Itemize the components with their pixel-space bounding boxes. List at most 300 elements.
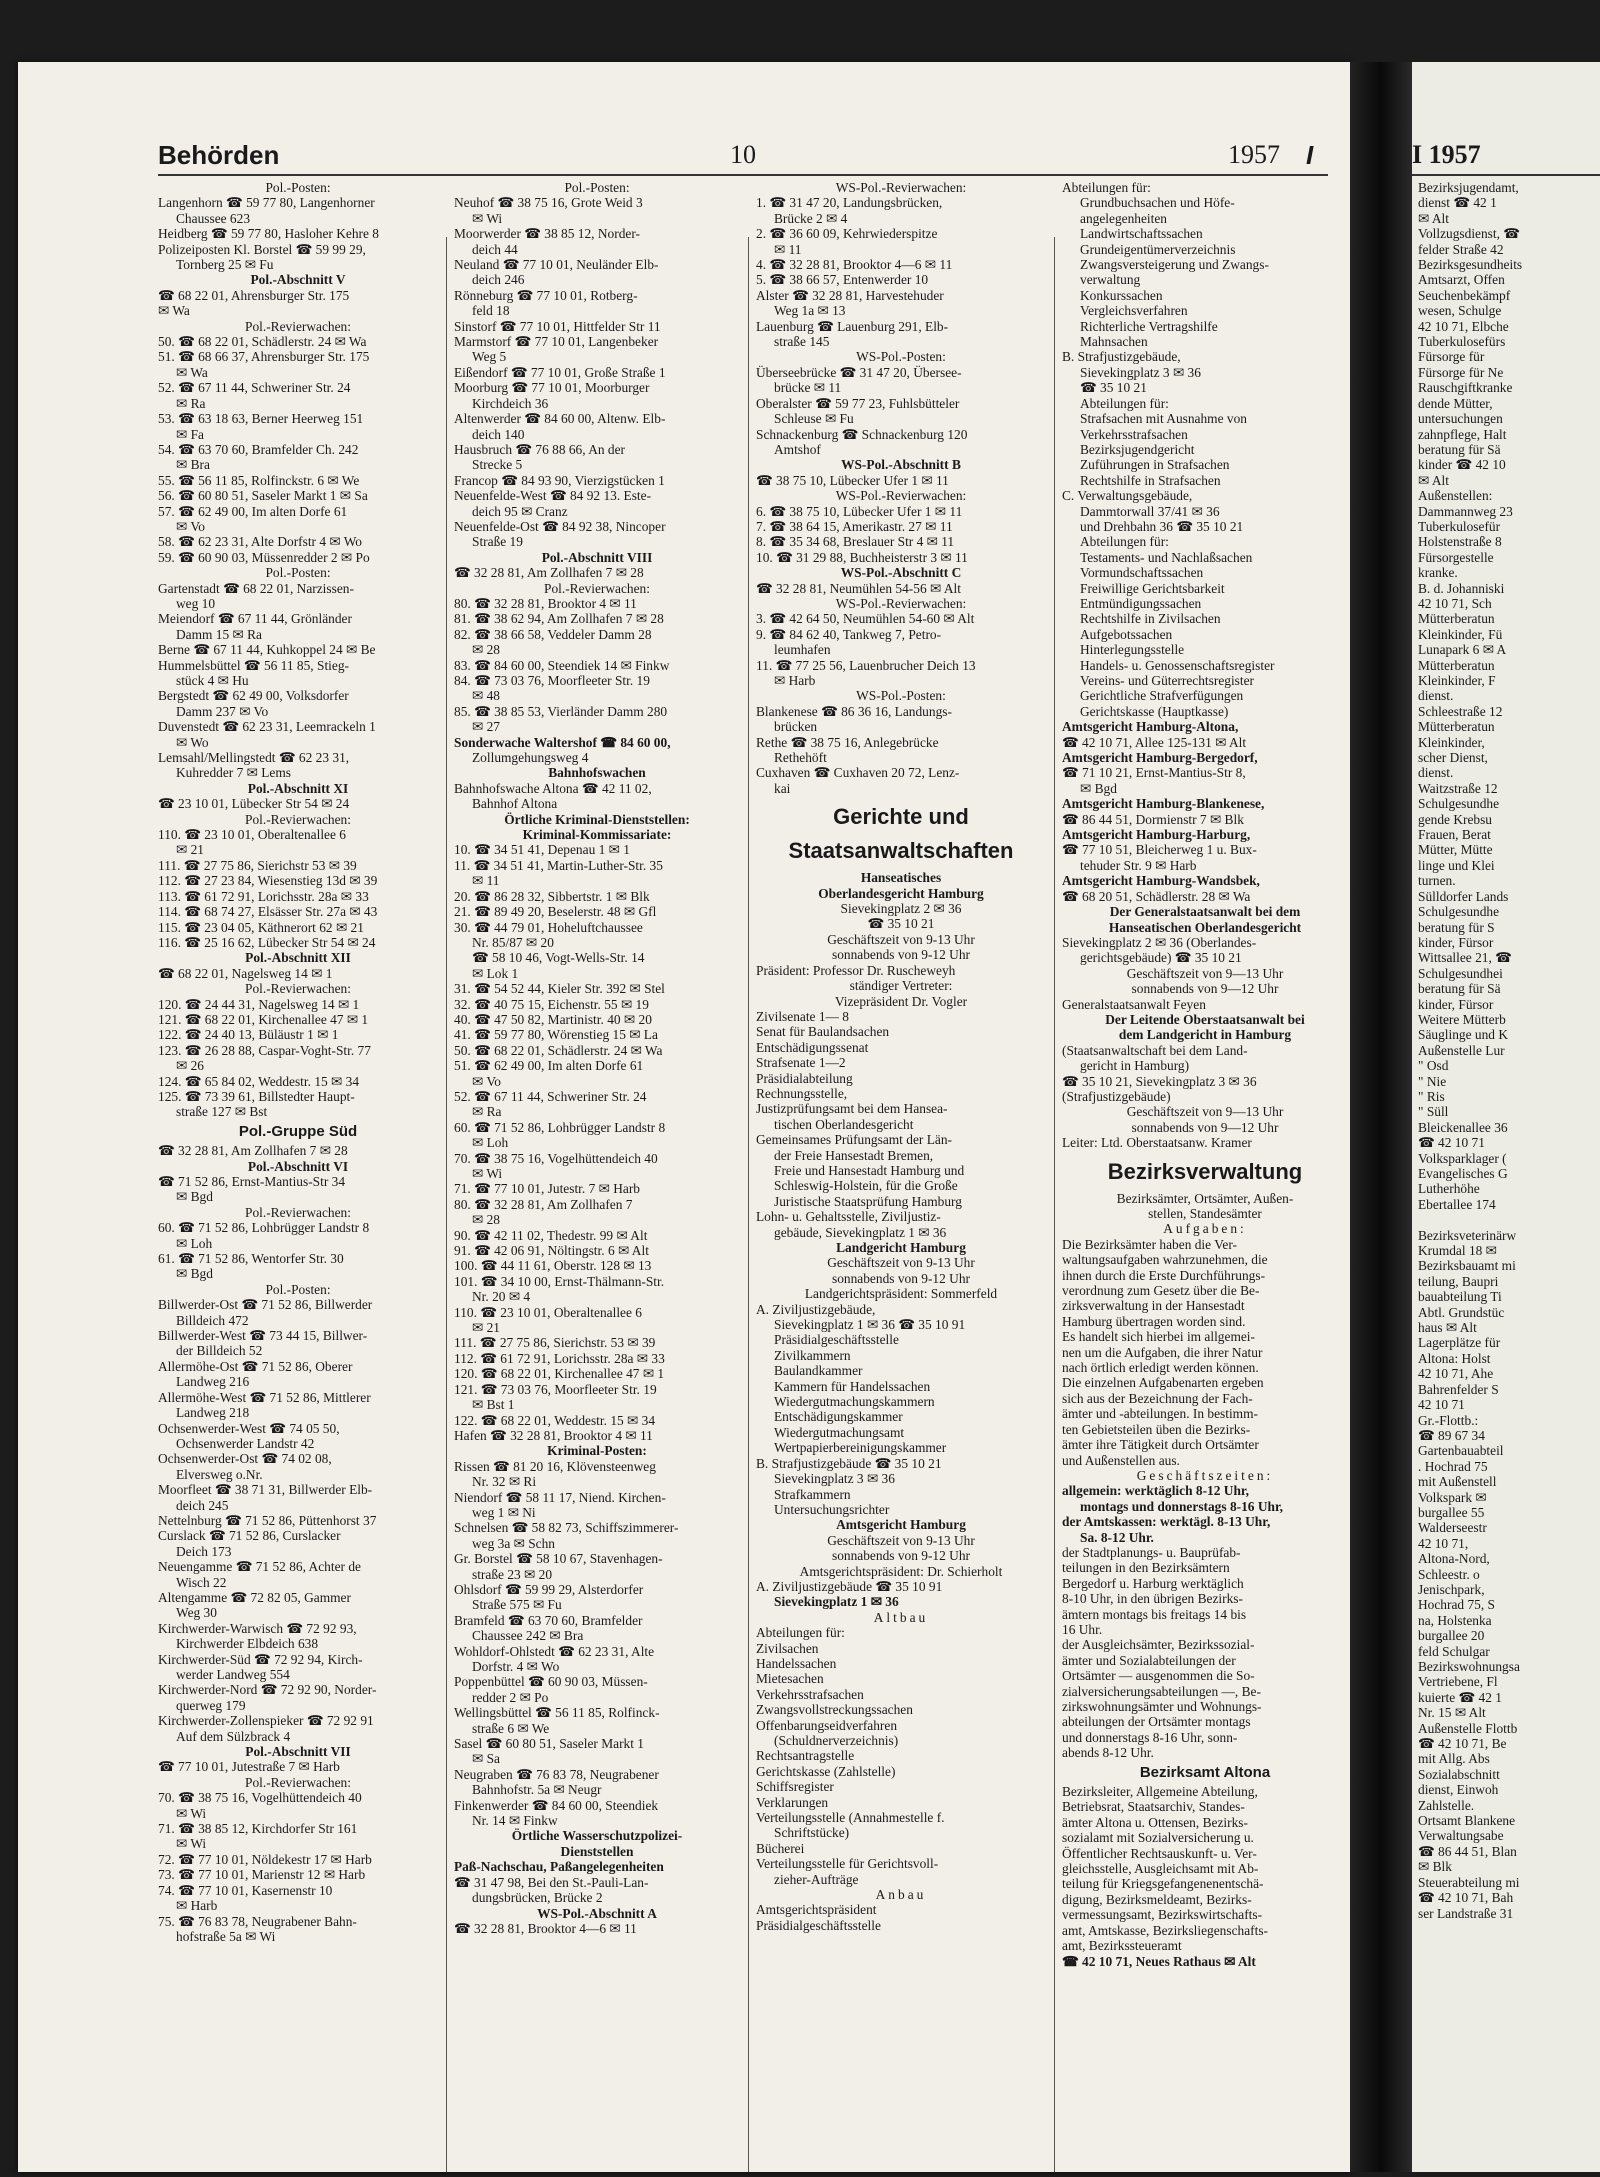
- directory-entry: Grundeigentümerverzeichnis: [1080, 241, 1236, 257]
- directory-entry: allgemein: werktäglich 8-12 Uhr,: [1062, 1483, 1249, 1499]
- directory-entry: Geschäftszeit von 9-13 Uhr: [827, 931, 975, 947]
- directory-entry: 123. ☎ 26 28 88, Caspar-Voght-Str. 77: [158, 1042, 371, 1058]
- directory-entry: weg 10: [176, 595, 216, 611]
- directory-entry: Rissen ☎ 81 20 16, Klövensteenweg: [454, 1458, 656, 1474]
- directory-entry: 50. ☎ 68 22 01, Schädlerstr. 24 ✉ Wa: [454, 1042, 663, 1058]
- directory-entry: C. Verwaltungsgebäude,: [1062, 488, 1193, 504]
- directory-entry: Eißendorf ☎ 77 10 01, Große Straße 1: [454, 364, 666, 380]
- directory-entry: Pol.-Abschnitt VII: [245, 1744, 351, 1760]
- directory-entry: ihnen durch die Erste Durchführungs-: [1062, 1267, 1266, 1283]
- directory-entry: Landweg 216: [176, 1374, 250, 1390]
- directory-entry: mit Allg. Abs: [1418, 1751, 1490, 1767]
- directory-entry: Kleinkinder, F: [1418, 673, 1496, 688]
- directory-entry: Außenstellen:: [1418, 488, 1493, 504]
- directory-entry: Pol.-Posten:: [564, 180, 630, 195]
- directory-entry: WS-Pol.-Revierwachen:: [835, 488, 967, 504]
- directory-entry: 125. ☎ 73 39 61, Billstedter Haupt-: [158, 1088, 355, 1104]
- directory-entry: ✉ Bgd: [176, 1189, 213, 1205]
- directory-entry: Abteilungen für:: [1062, 180, 1151, 195]
- directory-entry: Bezirksgesundheits: [1418, 257, 1523, 273]
- directory-entry: 85. ☎ 38 85 53, Vierländer Damm 280: [454, 703, 668, 719]
- directory-entry: Örtliche Wasserschutzpolizei-: [511, 1828, 683, 1844]
- directory-entry: der Freie Hansestadt Bremen,: [774, 1147, 934, 1163]
- directory-entry: ten Gebietsteilen üben die Bezirks-: [1062, 1421, 1251, 1437]
- directory-entry: Leiter: Ltd. Oberstaatsanw. Kramer: [1062, 1135, 1252, 1151]
- directory-entry: 42 10 71, Ahe: [1418, 1366, 1494, 1382]
- directory-entry: Moorwerder ☎ 38 85 12, Norder-: [454, 226, 640, 242]
- directory-entry: bauabteilung Ti: [1418, 1289, 1502, 1305]
- directory-entry: Duvenstedt ☎ 62 23 31, Leemrackeln 1: [158, 719, 376, 735]
- directory-entry: Entschädigungssenat: [756, 1039, 869, 1055]
- directory-entry: der Amtskassen: werktägl. 8-13 Uhr,: [1062, 1514, 1271, 1530]
- directory-entry: teilungen in den Bezirksämtern: [1062, 1560, 1230, 1576]
- directory-entry: zieher-Aufträge: [774, 1871, 859, 1887]
- directory-entry: Amtsgericht Hamburg-Altona,: [1062, 719, 1239, 735]
- directory-entry: Bezirksamt Altona: [1139, 1764, 1271, 1781]
- directory-entry: Grundbuchsachen und Höfe-: [1080, 195, 1235, 211]
- directory-entry: . Hochrad 75: [1418, 1458, 1488, 1474]
- directory-entry: amt, Bezirkssteueramt: [1062, 1938, 1182, 1954]
- directory-entry: ständiger Vertreter:: [849, 978, 953, 994]
- directory-entry: ✉ Bra: [176, 457, 210, 473]
- directory-entry: 42 10 71: [1418, 1397, 1465, 1413]
- directory-entry: nach örtlich erledigt werden können.: [1062, 1360, 1259, 1376]
- directory-entry: 2. ☎ 36 60 09, Kehrwiederspitze: [756, 226, 938, 242]
- directory-entry: und donnerstags 8-16 Uhr, sonn-: [1062, 1729, 1238, 1745]
- directory-entry: [1418, 1212, 1600, 1227]
- directory-entry: Strafsachen mit Ausnahme von: [1080, 411, 1247, 427]
- directory-entry: 60. ☎ 71 52 86, Lohbrügger Landstr 8: [454, 1119, 666, 1135]
- directory-entry: 61. ☎ 71 52 86, Wentorfer Str. 30: [158, 1251, 344, 1267]
- directory-entry: Bahnhof Altona: [472, 796, 558, 812]
- directory-entry: Sievekingplatz 1 ✉ 36 ☎ 35 10 91: [774, 1317, 966, 1333]
- directory-entry: Bahrenfelder S: [1418, 1381, 1499, 1397]
- directory-entry: 112. ☎ 61 72 91, Lorichsstr. 28a ✉ 33: [454, 1350, 665, 1366]
- directory-entry: Marmstorf ☎ 77 10 01, Langenbeker: [454, 334, 659, 350]
- directory-entry: Neuengamme ☎ 71 52 86, Achter de: [158, 1559, 361, 1575]
- directory-entry: Dammannweg 23: [1418, 503, 1513, 519]
- directory-entry: Volksparklager (: [1418, 1150, 1507, 1166]
- directory-entry: Tuberkulosefürs: [1418, 334, 1506, 350]
- directory-entry: Betriebsrat, Staatsarchiv, Standes-: [1062, 1799, 1245, 1815]
- directory-entry: Allermöhe-Ost ☎ 71 52 86, Oberer: [158, 1358, 353, 1374]
- directory-entry: Bahnhofstr. 5a ✉ Neugr: [472, 1782, 602, 1798]
- directory-entry: 115. ☎ 23 04 05, Käthnerort 62 ✉ 21: [158, 919, 364, 935]
- directory-entry: ✉ Loh: [472, 1135, 509, 1151]
- directory-entry: Altbau: [873, 1609, 929, 1625]
- directory-entry: Heidberg ☎ 59 77 80, Hasloher Kehre 8: [158, 226, 379, 242]
- directory-entry: Ortsämter — ausgenommen die So-: [1062, 1668, 1255, 1684]
- directory-entry: sozialamt mit Sozialversicherung u.: [1062, 1830, 1254, 1846]
- directory-entry: Tuberkulosefür: [1418, 518, 1501, 534]
- directory-entry: na, Holstenka: [1418, 1612, 1492, 1628]
- directory-entry: Schleuse ✉ Fu: [774, 411, 854, 427]
- directory-entry: Dienststellen: [560, 1843, 634, 1859]
- directory-entry: Sievekingplatz 3 ✉ 36: [774, 1471, 895, 1487]
- directory-entry: Schleswig-Holstein, für die Große: [774, 1178, 958, 1194]
- directory-entry: Außenstelle Lur: [1418, 1042, 1505, 1058]
- directory-entry: kinder ☎ 42 10: [1418, 457, 1506, 473]
- directory-entry: Lunapark 6 ✉ A: [1418, 642, 1507, 658]
- directory-entry: Mütter, Mütte: [1418, 842, 1493, 858]
- directory-entry: Gerichtskasse (Hauptkasse): [1080, 703, 1229, 719]
- directory-entry: 31. ☎ 54 52 44, Kieler Str. 392 ✉ Stel: [454, 981, 665, 997]
- directory-entry: 113. ☎ 61 72 91, Lorichsstr. 28a ✉ 33: [158, 888, 369, 904]
- directory-entry: 3. ☎ 42 64 50, Neumühlen 54-60 ✉ Alt: [756, 611, 975, 627]
- directory-entry: Chaussee 242 ✉ Bra: [472, 1628, 584, 1644]
- directory-entry: ✉ 11: [472, 873, 500, 889]
- directory-entry: 71. ☎ 77 10 01, Jutestr. 7 ✉ Harb: [454, 1181, 640, 1197]
- directory-entry: 60. ☎ 71 52 86, Lohbrügger Landstr 8: [158, 1220, 370, 1236]
- directory-entry: 74. ☎ 77 10 01, Kasernenstr 10: [158, 1882, 333, 1898]
- directory-entry: 9. ☎ 84 62 40, Tankweg 7, Petro-: [756, 626, 942, 642]
- directory-entry: nen um die Aufgaben, die ihrer Natur: [1062, 1344, 1263, 1360]
- directory-entry: Abteilungen für:: [756, 1625, 845, 1641]
- directory-entry: 20. ☎ 86 28 32, Sibbertstr. 1 ✉ Blk: [454, 888, 650, 904]
- directory-entry: ☎ 38 75 10, Lübecker Ufer 1 ✉ 11: [756, 472, 949, 488]
- directory-entry: Damm 237 ✉ Vo: [176, 703, 269, 719]
- directory-entry: burgallee 55: [1418, 1504, 1485, 1520]
- directory-entry: feld 18: [472, 303, 510, 319]
- directory-entry: Örtliche Kriminal-Dienststellen:: [504, 811, 690, 827]
- directory-entry: Langenhorn ☎ 59 77 80, Langenhorner: [158, 195, 375, 211]
- directory-entry: scher Dienst,: [1418, 750, 1488, 766]
- directory-entry: Mütterberatun: [1418, 611, 1495, 627]
- directory-entry: 41. ☎ 59 77 80, Wörenstieg 15 ✉ La: [454, 1027, 658, 1043]
- column-divider: [446, 237, 447, 2172]
- directory-entry: Niendorf ☎ 58 11 17, Niend. Kirchen-: [454, 1489, 666, 1505]
- column-divider: [748, 237, 749, 2172]
- directory-entry: Mütterberatun: [1418, 657, 1495, 673]
- directory-entry: montags und donnerstags 8-16 Uhr,: [1080, 1498, 1284, 1514]
- directory-entry: Strafsenate 1—2: [756, 1055, 846, 1071]
- directory-page: [18, 62, 1350, 2172]
- directory-entry: deich 95 ✉ Cranz: [472, 503, 568, 519]
- directory-entry: Kriminal-Kommissariate:: [522, 827, 672, 843]
- directory-entry: Hafen ☎ 32 28 81, Brooktor 4 ✉ 11: [454, 1427, 653, 1443]
- directory-entry: 112. ☎ 27 23 84, Wiesenstieg 13d ✉ 39: [158, 873, 378, 889]
- directory-entry: ✉ Ra: [472, 1104, 502, 1120]
- directory-entry: 30. ☎ 44 79 01, Hoheluftchaussee: [454, 919, 643, 935]
- directory-entry: Chaussee 623: [176, 210, 251, 226]
- directory-entry: Bergstedt ☎ 62 49 00, Volksdorfer: [158, 688, 349, 704]
- directory-entry: Verteilungsstelle (Annahmestelle f.: [756, 1810, 945, 1826]
- directory-entry: Generalstaatsanwalt Feyen: [1062, 996, 1206, 1012]
- directory-entry: B. Strafjustizgebäude,: [1062, 349, 1181, 365]
- column-divider: [1054, 237, 1055, 2172]
- directory-entry: 52. ☎ 67 11 44, Schweriner Str. 24: [158, 380, 351, 396]
- directory-entry: Bezirksveterinärw: [1418, 1227, 1517, 1243]
- directory-entry: sonnabends von 9-12 Uhr: [832, 1270, 970, 1286]
- directory-entry: Wisch 22: [176, 1574, 227, 1590]
- directory-entry: Tornberg 25 ✉ Fu: [176, 257, 274, 273]
- directory-entry: ✉ Ra: [176, 395, 206, 411]
- directory-entry: Bahnhofswachen: [548, 765, 646, 781]
- directory-entry: Fürsorge für: [1418, 349, 1485, 365]
- directory-entry: Zahlstelle.: [1418, 1797, 1475, 1813]
- directory-entry: Lagerplätze für: [1418, 1335, 1501, 1351]
- directory-entry: " Süll: [1418, 1104, 1449, 1120]
- directory-entry: Bergedorf u. Harburg werktäglich: [1062, 1575, 1244, 1591]
- column-police-south: [454, 180, 740, 2172]
- directory-entry: ☎ 86 44 51, Blan: [1418, 1843, 1517, 1859]
- directory-entry: Dammtorwall 37/41 ✉ 36: [1080, 503, 1220, 519]
- directory-entry: (Schuldnerverzeichnis): [774, 1733, 899, 1748]
- directory-entry: Geschäftszeit von 9-13 Uhr: [827, 1532, 975, 1548]
- directory-entry: Bezirksbauamt mi: [1418, 1258, 1516, 1274]
- directory-entry: stück 4 ✉ Hu: [176, 673, 249, 688]
- directory-entry: Schulgesundhe: [1418, 796, 1500, 812]
- directory-entry: deich 140: [472, 426, 525, 442]
- directory-entry: dienst.: [1418, 688, 1454, 704]
- directory-entry: ✉ Wa: [176, 364, 208, 380]
- directory-entry: Testaments- und Nachlaßsachen: [1080, 549, 1253, 565]
- directory-entry: ☎ 71 10 21, Ernst-Mantius-Str 8,: [1062, 765, 1246, 781]
- directory-entry: 90. ☎ 42 11 02, Thedestr. 99 ✉ Alt: [454, 1227, 648, 1243]
- directory-entry: Kirchwerder-Warwisch ☎ 72 92 93,: [158, 1620, 357, 1636]
- directory-entry: 121. ☎ 73 03 76, Moorfleeter Str. 19: [454, 1381, 657, 1397]
- directory-entry: Straße 19: [472, 534, 523, 550]
- directory-entry: Billdeich 472: [176, 1312, 249, 1328]
- directory-entry: Vertriebene, Fl: [1418, 1674, 1498, 1690]
- directory-entry: 111. ☎ 27 75 86, Sierichstr. 53 ✉ 39: [454, 1335, 656, 1351]
- header-rule: [158, 174, 1328, 176]
- directory-entry: ✉ Harb: [176, 1898, 218, 1914]
- directory-entry: zahnpflege, Halt: [1418, 426, 1507, 442]
- directory-entry: Walderseestr: [1418, 1520, 1487, 1536]
- directory-entry: Pol.-Revierwachen:: [245, 981, 351, 997]
- directory-entry: ☎ 35 10 21, Sievekingplatz 3 ✉ 36: [1062, 1073, 1257, 1089]
- section-header: Behörden: [158, 140, 280, 170]
- directory-entry: ☎ 35 10 21: [867, 916, 935, 932]
- directory-entry: ☎ 68 20 51, Schädlerstr. 28 ✉ Wa: [1062, 888, 1251, 904]
- directory-entry: 51. ☎ 62 49 00, Im alten Dorfe 61: [454, 1058, 644, 1074]
- directory-entry: Bahnhofswache Altona ☎ 42 11 02,: [454, 780, 652, 796]
- directory-entry: straße 145: [774, 334, 830, 350]
- directory-entry: Rethe ☎ 38 75 16, Anlegebrücke: [756, 734, 939, 750]
- directory-entry: 1. ☎ 31 47 20, Landungsbrücken,: [756, 195, 943, 211]
- directory-entry: Pol.-Posten:: [265, 1281, 331, 1297]
- directory-entry: Schnelsen ☎ 58 82 73, Schiffszimmerer-: [454, 1520, 679, 1536]
- directory-entry: 114. ☎ 68 74 27, Elsässer Str. 27a ✉ 43: [158, 904, 378, 920]
- directory-entry: Brücke 2 ✉ 4: [774, 210, 848, 226]
- directory-entry: Sinstorf ☎ 77 10 01, Hittfelder Str 11: [454, 318, 661, 334]
- directory-entry: (Staatsanwaltschaft bei dem Land-: [1062, 1042, 1248, 1058]
- directory-entry: Neuland ☎ 77 10 01, Neuländer Elb-: [454, 257, 659, 273]
- directory-entry: wesen, Schulge: [1418, 303, 1502, 319]
- directory-entry: Zwangsversteigerung und Zwangs-: [1080, 257, 1269, 273]
- directory-entry: Nr. 14 ✉ Finkw: [472, 1813, 558, 1829]
- directory-entry: Pol.-Abschnitt XII: [245, 950, 351, 966]
- directory-entry: 80. ☎ 32 28 81, Brooktor 4 ✉ 11: [454, 595, 637, 611]
- directory-entry: waltungsaufgaben wahrzunehmen, die: [1062, 1252, 1268, 1268]
- directory-entry: Sievekingplatz 2 ✉ 36 (Oberlandes-: [1062, 934, 1257, 950]
- directory-entry: deich 246: [472, 272, 525, 288]
- directory-entry: Hanseatisches: [860, 870, 942, 886]
- directory-entry: Ochsenwerder-Ost ☎ 74 02 08,: [158, 1451, 332, 1467]
- directory-entry: Pol.-Revierwachen:: [245, 811, 351, 827]
- directory-entry: Präsidialabteilung: [756, 1070, 853, 1086]
- directory-entry: Juristische Staatsprüfung Hamburg: [774, 1193, 962, 1209]
- directory-entry: tischen Oberlandesgericht: [774, 1116, 914, 1132]
- directory-entry: ämter und -abteilungen. In bestimm-: [1062, 1406, 1258, 1422]
- directory-entry: Lemsahl/Mellingstedt ☎ 62 23 31,: [158, 750, 350, 766]
- directory-entry: Gerichtskasse (Zahlstelle): [756, 1763, 896, 1779]
- directory-entry: Zivilsachen: [756, 1640, 819, 1656]
- directory-entry: ✉ 11: [774, 241, 802, 257]
- directory-entry: Hummelsbüttel ☎ 56 11 85, Stieg-: [158, 657, 349, 673]
- volume-mark: I: [1306, 140, 1314, 170]
- directory-entry: Wellingsbüttel ☎ 56 11 85, Rolfinck-: [454, 1705, 660, 1721]
- directory-entry: 42 10 71, Elbche: [1418, 318, 1509, 334]
- directory-entry: Sasel ☎ 60 80 51, Saseler Markt 1: [454, 1736, 644, 1752]
- directory-entry: WS-Pol.-Revierwachen:: [835, 180, 967, 195]
- directory-entry: ✉ 27: [472, 719, 500, 735]
- directory-entry: Billwerder-West ☎ 73 44 15, Billwer-: [158, 1328, 368, 1344]
- directory-entry: ✉ Loh: [176, 1235, 213, 1251]
- directory-entry: WS-Pol.-Abschnitt A: [537, 1905, 657, 1921]
- directory-entry: beratung für Sä: [1418, 981, 1501, 997]
- directory-entry: straße 23 ✉ 20: [472, 1566, 553, 1582]
- directory-entry: Außenstelle Flottb: [1418, 1720, 1518, 1736]
- directory-entry: 120. ☎ 24 44 31, Nagelsweg 14 ✉ 1: [158, 996, 360, 1012]
- directory-entry: 91. ☎ 42 06 91, Nöltingstr. 6 ✉ Alt: [454, 1243, 649, 1259]
- directory-entry: Zwangsvollstreckungssachen: [756, 1702, 913, 1718]
- directory-entry: verordnung zum Gesetz über die Be-: [1062, 1283, 1260, 1299]
- directory-entry: Volkspark ✉: [1418, 1489, 1487, 1505]
- directory-entry: Zollumgehungsweg 4: [472, 750, 589, 766]
- directory-entry: Abteilungen für:: [1080, 534, 1169, 550]
- directory-entry: " Osd: [1418, 1058, 1449, 1074]
- directory-entry: feld Schulgar: [1418, 1643, 1490, 1659]
- directory-entry: Kirchwerder-Süd ☎ 72 92 94, Kirch-: [158, 1651, 363, 1667]
- directory-entry: ✉ Blk: [1418, 1859, 1452, 1875]
- directory-entry: Bleickenallee 36: [1418, 1119, 1508, 1135]
- directory-entry: Schnackenburg ☎ Schnackenburg 120: [756, 426, 968, 442]
- directory-entry: 70. ☎ 38 75 16, Vogelhüttendeich 40: [158, 1790, 362, 1806]
- directory-entry: Sievekingplatz 2 ✉ 36: [840, 901, 962, 917]
- directory-entry: gerichtsgebäude) ☎ 35 10 21: [1080, 950, 1242, 966]
- directory-entry: Fürsorge für Ne: [1418, 364, 1504, 380]
- directory-entry: 100. ☎ 44 11 61, Oberstr. 128 ✉ 13: [454, 1258, 652, 1274]
- directory-entry: A. Ziviljustizgebäude,: [756, 1301, 876, 1317]
- directory-entry: 82. ☎ 38 66 58, Veddeler Damm 28: [454, 626, 652, 642]
- directory-entry: Verklarungen: [756, 1794, 829, 1810]
- directory-entry: 80. ☎ 32 28 81, Am Zollhafen 7: [454, 1196, 633, 1212]
- directory-entry: vermessungsamt, Bezirkswirtschafts-: [1062, 1907, 1263, 1923]
- directory-entry: ☎ 42 10 71: [1418, 1135, 1485, 1151]
- directory-entry: Pol.-Abschnitt VI: [247, 1158, 349, 1174]
- directory-entry: Bezirksjugendgericht: [1080, 441, 1195, 457]
- directory-entry: Blankenese ☎ 86 36 16, Landungs-: [756, 703, 952, 719]
- directory-entry: Geschäftszeiten:: [1136, 1467, 1274, 1483]
- directory-entry: Fürsorgestelle: [1418, 549, 1494, 565]
- directory-entry: Polizeiposten Kl. Borstel ☎ 59 99 29,: [158, 241, 366, 257]
- directory-entry: Ochsenwerder Landstr 42: [176, 1435, 315, 1451]
- directory-entry: ✉ Wa: [158, 303, 190, 319]
- directory-entry: gende Krebsu: [1418, 811, 1492, 827]
- directory-entry: Verwaltungsabe: [1418, 1828, 1504, 1844]
- directory-entry: Amtsgericht Hamburg-Harburg,: [1062, 827, 1251, 843]
- directory-entry: Frauen, Berat: [1418, 827, 1491, 843]
- directory-entry: Justizprüfungsamt bei dem Hansea-: [756, 1101, 948, 1117]
- directory-entry: 57. ☎ 62 49 00, Im alten Dorfe 61: [158, 503, 348, 519]
- adjacent-page: [1412, 62, 1600, 2172]
- directory-entry: Weg 5: [472, 349, 507, 365]
- directory-entry: Säuglinge und K: [1418, 1027, 1509, 1043]
- directory-entry: ☎ 23 10 01, Lübecker Str 54 ✉ 24: [158, 796, 350, 812]
- directory-entry: ✉ 48: [472, 688, 500, 704]
- directory-entry: Pol.-Revierwachen:: [245, 1204, 351, 1220]
- directory-entry: ☎ 77 10 51, Bleicherweg 1 u. Bux-: [1062, 842, 1257, 858]
- directory-entry: Geschäftszeit von 9—13 Uhr: [1126, 1104, 1284, 1120]
- directory-entry: zialversicherungsabteilungen —, Be-: [1062, 1683, 1261, 1699]
- directory-entry: Meiendorf ☎ 67 11 44, Grönländer: [158, 611, 352, 627]
- directory-entry: leumhafen: [774, 642, 831, 658]
- directory-entry: Gartenbauabteil: [1418, 1443, 1504, 1459]
- directory-entry: Neuenfelde-Ost ☎ 84 92 38, Nincoper: [454, 518, 666, 534]
- directory-entry: weg 3a ✉ Schn: [472, 1535, 555, 1551]
- directory-entry: Jenischpark,: [1418, 1581, 1485, 1597]
- directory-entry: Steuerabteilung mi: [1418, 1874, 1520, 1890]
- directory-entry: Sievekingplatz 3 ✉ 36: [1080, 364, 1201, 380]
- directory-entry: Waitzstraße 12: [1418, 780, 1498, 796]
- directory-entry: Präsident: Professor Dr. Ruscheweyh: [756, 962, 956, 978]
- directory-entry: der Stadtplanungs- u. Bauprüfab-: [1062, 1544, 1241, 1560]
- directory-entry: Lohn- u. Gehaltsstelle, Ziviljustiz-: [756, 1209, 941, 1225]
- directory-entry: 6. ☎ 38 75 10, Lübecker Ufer 1 ✉ 11: [756, 503, 963, 519]
- directory-entry: 121. ☎ 68 22 01, Kirchenallee 47 ✉ 1: [158, 1011, 369, 1027]
- directory-entry: tehuder Str. 9 ✉ Harb: [1080, 857, 1197, 873]
- directory-entry: ☎ 58 10 46, Vogt-Wells-Str. 14: [472, 950, 645, 966]
- directory-entry: ✉ Vo: [472, 1073, 501, 1089]
- directory-entry: Sievekingplatz 1 ✉ 36: [774, 1594, 899, 1610]
- directory-entry: 4. ☎ 32 28 81, Brooktor 4—6 ✉ 11: [756, 257, 953, 273]
- directory-entry: Freie und Hansestadt Hamburg und: [774, 1162, 965, 1178]
- directory-entry: Poppenbüttel ☎ 60 90 03, Müssen-: [454, 1674, 648, 1690]
- directory-entry: ämter und Sozialabteilungen der: [1062, 1652, 1236, 1668]
- directory-entry: dende Mütter,: [1418, 395, 1493, 411]
- directory-entry: Neuenfelde-West ☎ 84 92 13. Este-: [454, 488, 652, 504]
- directory-entry: 10. ☎ 34 51 41, Depenau 1 ✉ 1: [454, 842, 630, 858]
- directory-entry: 110. ☎ 23 10 01, Oberaltenallee 6: [158, 827, 346, 843]
- directory-entry: ✉ Harb: [774, 673, 816, 688]
- directory-entry: Die einzelnen Aufgabenarten ergeben: [1062, 1375, 1264, 1391]
- column-district-admin: [1062, 180, 1348, 2172]
- directory-entry: 51. ☎ 68 66 37, Ahrensburger Str. 175: [158, 349, 370, 365]
- directory-entry: angelegenheiten: [1080, 210, 1167, 226]
- directory-entry: Seuchenbekämpf: [1418, 287, 1511, 303]
- directory-entry: Gr.-Flottb.:: [1418, 1412, 1479, 1428]
- directory-entry: Straße 575 ✉ Fu: [472, 1597, 562, 1613]
- directory-entry: Pol.-Revierwachen:: [245, 318, 351, 334]
- directory-entry: Abtl. Grundstüc: [1418, 1304, 1505, 1320]
- directory-entry: Krumdal 18 ✉: [1418, 1243, 1497, 1259]
- directory-entry: 16 Uhr.: [1062, 1621, 1103, 1637]
- directory-entry: ✉ Bgd: [176, 1266, 213, 1282]
- directory-entry: Bezirksverwaltung: [1107, 1158, 1303, 1184]
- directory-entry: ✉ 21: [472, 1320, 500, 1336]
- directory-entry: B. Strafjustizgebäude ☎ 35 10 21: [756, 1455, 942, 1471]
- directory-entry: Handels- u. Genossenschaftsregister: [1080, 657, 1275, 673]
- year-label: 1957: [1228, 140, 1280, 169]
- directory-entry: Kirchwerder-Zollenspieker ☎ 72 92 91: [158, 1713, 374, 1729]
- directory-entry: Rechnungsstelle,: [756, 1085, 848, 1101]
- directory-entry: straße 127 ✉ Bst: [176, 1104, 268, 1120]
- directory-entry: Bücherei: [756, 1840, 805, 1856]
- directory-entry: dem Landgericht in Hamburg: [1118, 1027, 1292, 1043]
- directory-entry: Amtsgericht Hamburg-Blankenese,: [1062, 796, 1265, 812]
